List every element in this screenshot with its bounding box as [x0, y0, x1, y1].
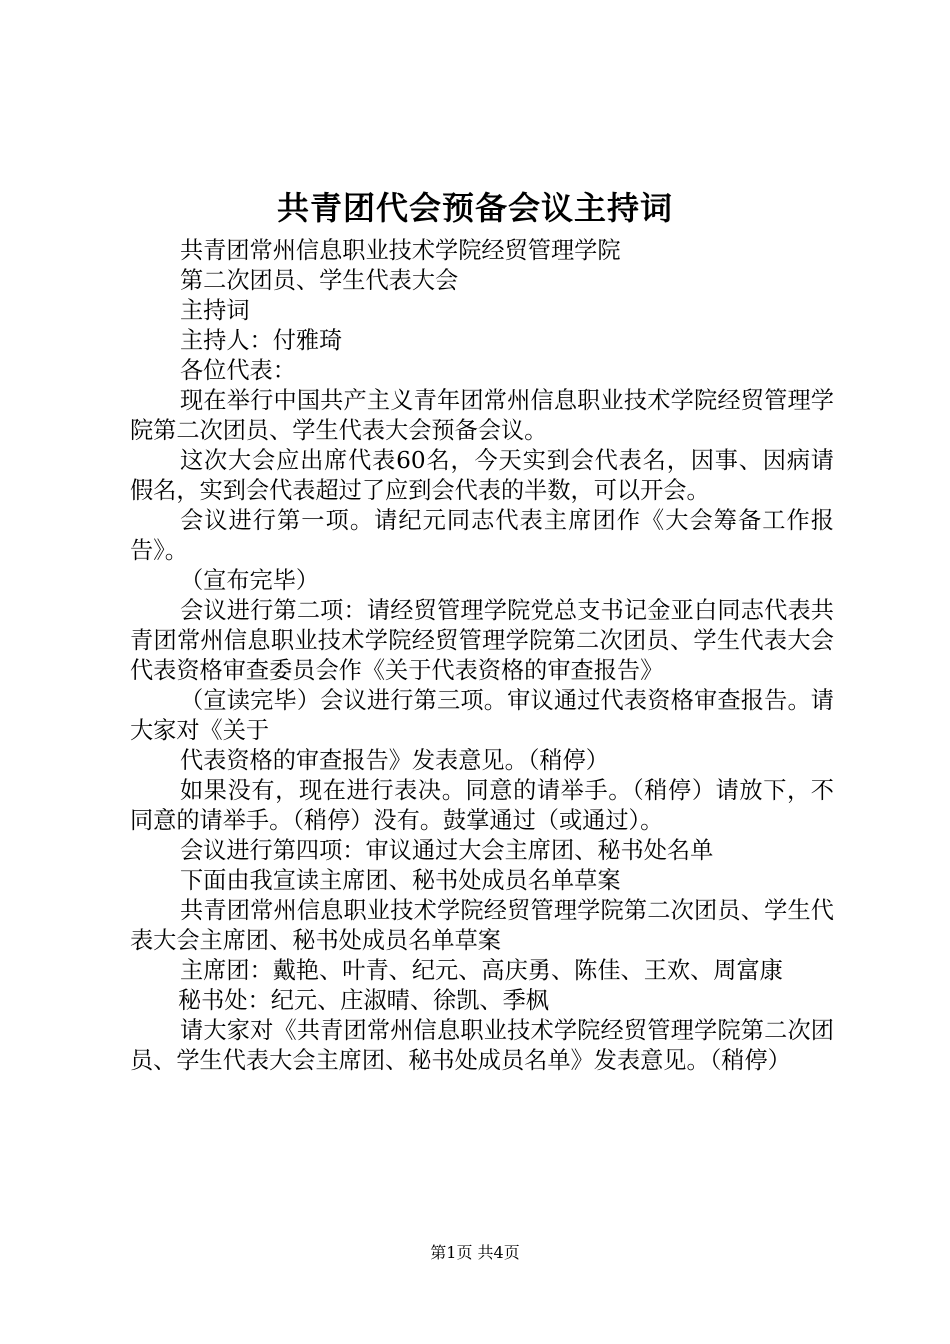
paragraph: （宣读完毕）会议进行第三项。审议通过代表资格审查报告。请大家对《关于 — [130, 687, 834, 744]
page-footer: 第1页 共4页 — [430, 1243, 520, 1262]
paragraph: 会议进行第一项。请纪元同志代表主席团作《大会筹备工作报告》。 — [130, 507, 834, 564]
paragraph: 请大家对《共青团常州信息职业技术学院经贸管理学院第二次团员、学生代表大会主席团、秘书处成员名单》发表意见。（稍停） — [130, 1017, 834, 1074]
paragraph: （宣布完毕） — [180, 567, 320, 594]
paragraph: 秘书处：纪元、庄淑晴、徐凯、季枫 — [178, 987, 549, 1014]
document-body — [130, 236, 834, 1076]
paragraph: 会议进行第二项：请经贸管理学院党总支书记金亚白同志代表共青团常州信息职业技术学院经贸管理学院第二次团员、学生代表大会代表资格审查委员会作《关于代表资格的审查报告》 — [130, 597, 834, 684]
paragraph: 现在举行中国共产主义青年团常州信息职业技术学院经贸管理学院第二次团员、学生代表大会预备会议。 — [130, 387, 834, 444]
document-title: 共青团代会预备会议主持词 — [276, 189, 673, 227]
paragraph: 如果没有，现在进行表决。同意的请举手。（稍停）请放下，不同意的请举手。（稍停）没有。鼓掌通过（或通过）。 — [130, 777, 834, 834]
paragraph: 主持人：付雅琦 — [180, 327, 343, 354]
paragraph: 第二次团员、学生代表大会 — [180, 267, 459, 294]
paragraph: 各位代表： — [180, 357, 296, 384]
paragraph: 共青团常州信息职业技术学院经贸管理学院 — [180, 237, 621, 264]
paragraph: 会议进行第四项：审议通过大会主席团、秘书处名单 — [180, 837, 714, 864]
paragraph: 共青团常州信息职业技术学院经贸管理学院第二次团员、学生代表大会主席团、秘书处成员名单草案 — [130, 897, 834, 954]
paragraph: 代表资格的审查报告》发表意见。（稍停） — [180, 747, 609, 774]
paragraph: 下面由我宣读主席团、秘书处成员名单草案 — [180, 867, 621, 894]
paragraph: 主席团：戴艳、叶青、纪元、高庆勇、陈佳、王欢、周富康 — [180, 957, 783, 984]
paragraph: 主持词 — [180, 297, 250, 324]
paragraph: 这次大会应出席代表60名，今天实到会代表名，因事、因病请假名，实到会代表超过了应到会代表的半数，可以开会。 — [130, 447, 834, 504]
